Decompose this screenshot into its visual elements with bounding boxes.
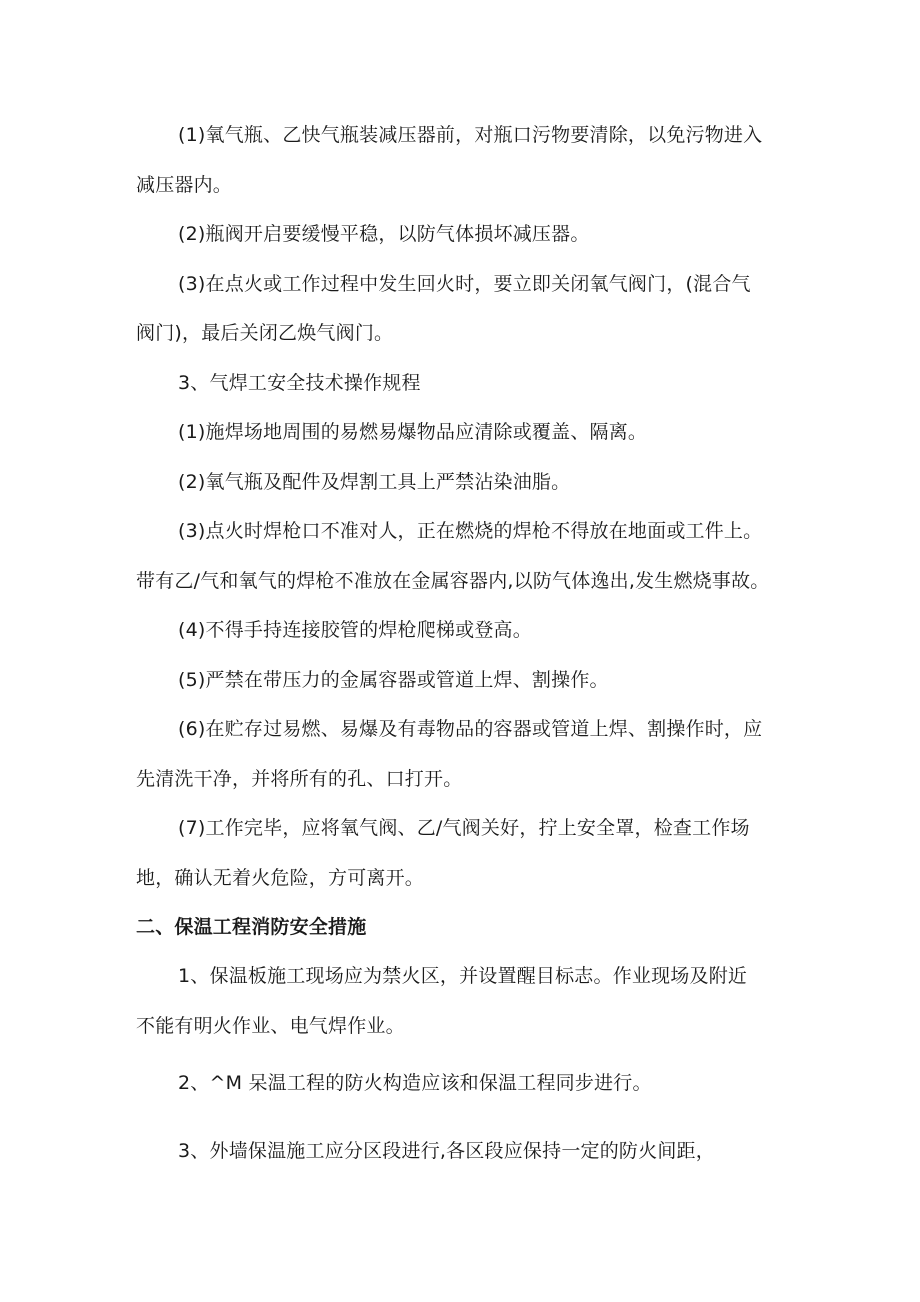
paragraph-line: 带有乙/气和氧气的焊枪不准放在金属容器内,以防气体逸出,发生燃烧事故。	[136, 570, 770, 592]
paragraph-line: 1、保温板施工现场应为禁火区，并设置醒目标志。作业现场及附近	[178, 965, 748, 987]
paragraph-line: 不能有明火作业、电气焊作业。	[136, 1015, 405, 1037]
paragraph-line: (1)施焊场地周围的易燃易爆物品应清除或覆盖、隔离。	[178, 421, 648, 443]
section-subheading: 3、气焊工安全技术操作规程	[178, 372, 421, 394]
paragraph-line: 减压器内。	[136, 174, 233, 196]
paragraph-line: (7)工作完毕，应将氧气阀、乙/气阀关好，拧上安全罩，检查工作场	[178, 817, 750, 839]
paragraph-line: 阀门)，最后关闭乙焕气阀门。	[136, 322, 394, 344]
paragraph-line: (3)在点火或工作过程中发生回火时，要立即关闭氧气阀门，(混合气	[178, 273, 751, 295]
paragraph-line: (4)不得手持连接胶管的焊枪爬梯或登高。	[178, 619, 532, 641]
paragraph-line: (6)在贮存过易燃、易爆及有毒物品的容器或管道上焊、割操作时，应	[178, 718, 763, 740]
paragraph-line: 2、^M 呆温工程的防火构造应该和保温工程同步进行。	[178, 1072, 652, 1094]
paragraph-line: 先清洗干净，并将所有的孔、口打开。	[136, 768, 463, 790]
paragraph-line: (1)氧气瓶、乙快气瓶装减压器前，对瓶口污物要清除，以免污物进入	[178, 124, 763, 146]
paragraph-line: (3)点火时焊枪口不准对人，正在燃烧的焊枪不得放在地面或工件上。	[178, 520, 763, 542]
paragraph-line: (2)瓶阀开启要缓慢平稳，以防气体损坏减压器。	[178, 223, 590, 245]
paragraph-line: 3、外墙保温施工应分区段进行,各区段应保持一定的防火间距，	[178, 1140, 715, 1162]
paragraph-line: (2)氧气瓶及配件及焊割工具上严禁沾染油脂。	[178, 471, 571, 493]
paragraph-line: (5)严禁在带压力的金属容器或管道上焊、割操作。	[178, 669, 609, 691]
section-heading: 二、保温工程消防安全措施	[136, 916, 367, 938]
paragraph-line: 地，确认无着火危险，方可离开。	[136, 867, 425, 889]
